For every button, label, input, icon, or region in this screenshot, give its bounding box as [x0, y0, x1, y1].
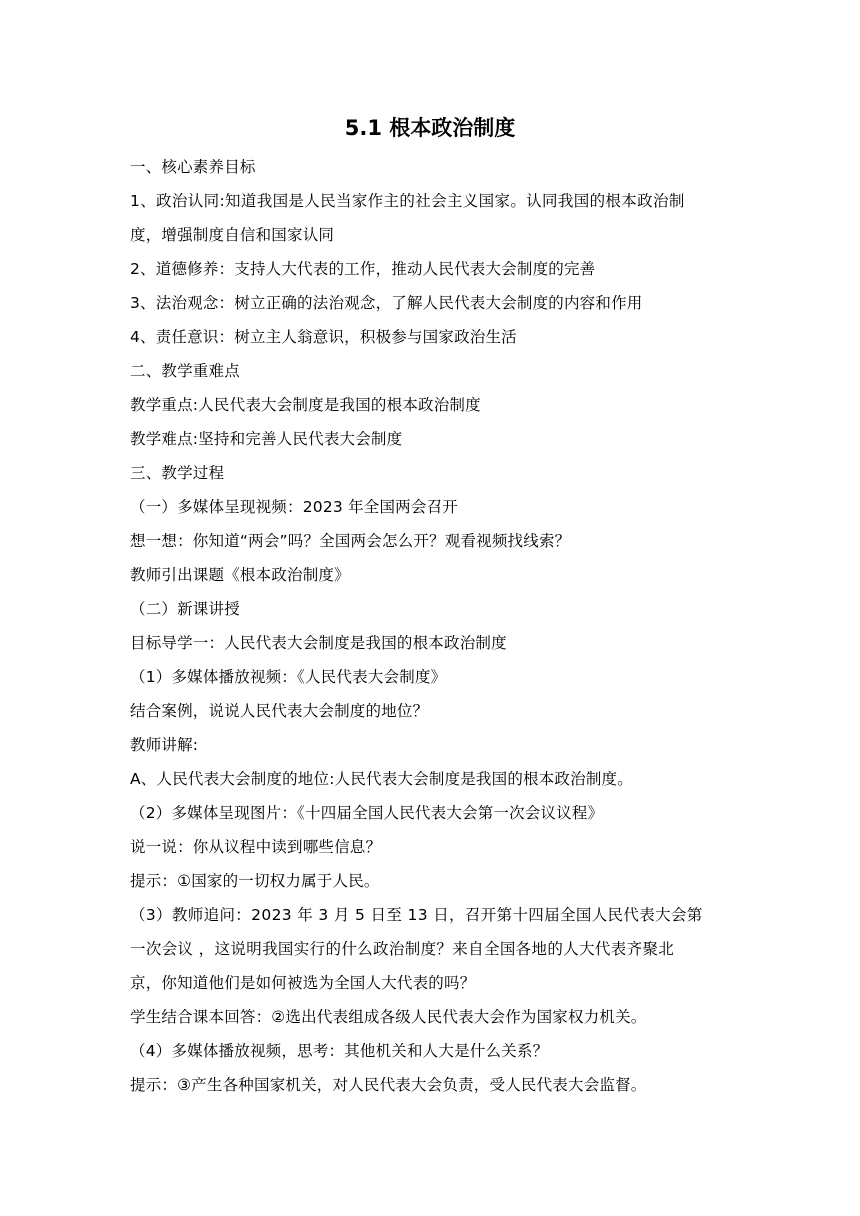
- document-body: [130, 150, 730, 1102]
- paragraph-line: 2、道德修养：支持人大代表的工作，推动人民代表大会制度的完善: [130, 260, 596, 278]
- section-heading-objectives: 一、核心素养目标: [130, 158, 256, 176]
- document-title: 5.1 根本政治制度: [344, 116, 516, 140]
- paragraph-line: 想一想：你知道“两会”吗？全国两会怎么开？观看视频找线索？: [130, 532, 571, 550]
- paragraph-line: 1、政治认同:知道我国是人民当家作主的社会主义国家。认同我国的根本政治制: [130, 192, 685, 210]
- paragraph-line: 度，增强制度自信和国家认同: [130, 226, 335, 244]
- paragraph-line: 教师引出课题《根本政治制度》: [130, 566, 350, 584]
- section-heading-process: 三、教学过程: [130, 464, 225, 482]
- paragraph-line: 教师讲解:: [130, 736, 199, 754]
- paragraph-line: 教学难点:坚持和完善人民代表大会制度: [130, 430, 403, 448]
- paragraph-line: （4）多媒体播放视频，思考：其他机关和人大是什么关系？: [130, 1042, 549, 1060]
- section-heading-key-points: 二、教学重难点: [130, 362, 240, 380]
- paragraph-line: 3、法治观念：树立正确的法治观念，了解人民代表大会制度的内容和作用: [130, 294, 643, 312]
- paragraph-line: （一）多媒体呈现视频：2023 年全国两会召开: [130, 498, 458, 516]
- paragraph-line: 京，你知道他们是如何被选为全国人大代表的吗？: [130, 974, 476, 992]
- paragraph-line: 提示：①国家的一切权力属于人民。: [130, 872, 380, 890]
- paragraph-line: （1）多媒体播放视频：《人民代表大会制度》: [130, 668, 447, 686]
- paragraph-line: 一次会议 ，这说明我国实行的什么政治制度？来自全国各地的人大代表齐聚北: [130, 940, 675, 958]
- paragraph-line: 教学重点:人民代表大会制度是我国的根本政治制度: [130, 396, 481, 414]
- paragraph-line: 4、责任意识：树立主人翁意识，积极参与国家政治生活: [130, 328, 517, 346]
- paragraph-line: 学生结合课本回答：②选出代表组成各级人民代表大会作为国家权力机关。: [130, 1008, 647, 1026]
- paragraph-line: 目标导学一：人民代表大会制度是我国的根本政治制度: [130, 634, 507, 652]
- subsection-heading: （二）新课讲授: [130, 600, 240, 618]
- paragraph-line: （3）教师追问：2023 年 3 月 5 日至 13 日，召开第十四届全国人民代表大会第: [130, 906, 703, 924]
- paragraph-line: A、人民代表大会制度的地位:人民代表大会制度是我国的根本政治制度。: [130, 770, 633, 788]
- paragraph-line: 结合案例，说说人民代表大会制度的地位？: [130, 702, 429, 720]
- paragraph-line: （2）多媒体呈现图片：《十四届全国人民代表大会第一次会议议程》: [130, 804, 604, 822]
- paragraph-line: 说一说：你从议程中读到哪些信息？: [130, 838, 382, 856]
- paragraph-line: 提示：③产生各种国家机关，对人民代表大会负责，受人民代表大会监督。: [130, 1076, 647, 1094]
